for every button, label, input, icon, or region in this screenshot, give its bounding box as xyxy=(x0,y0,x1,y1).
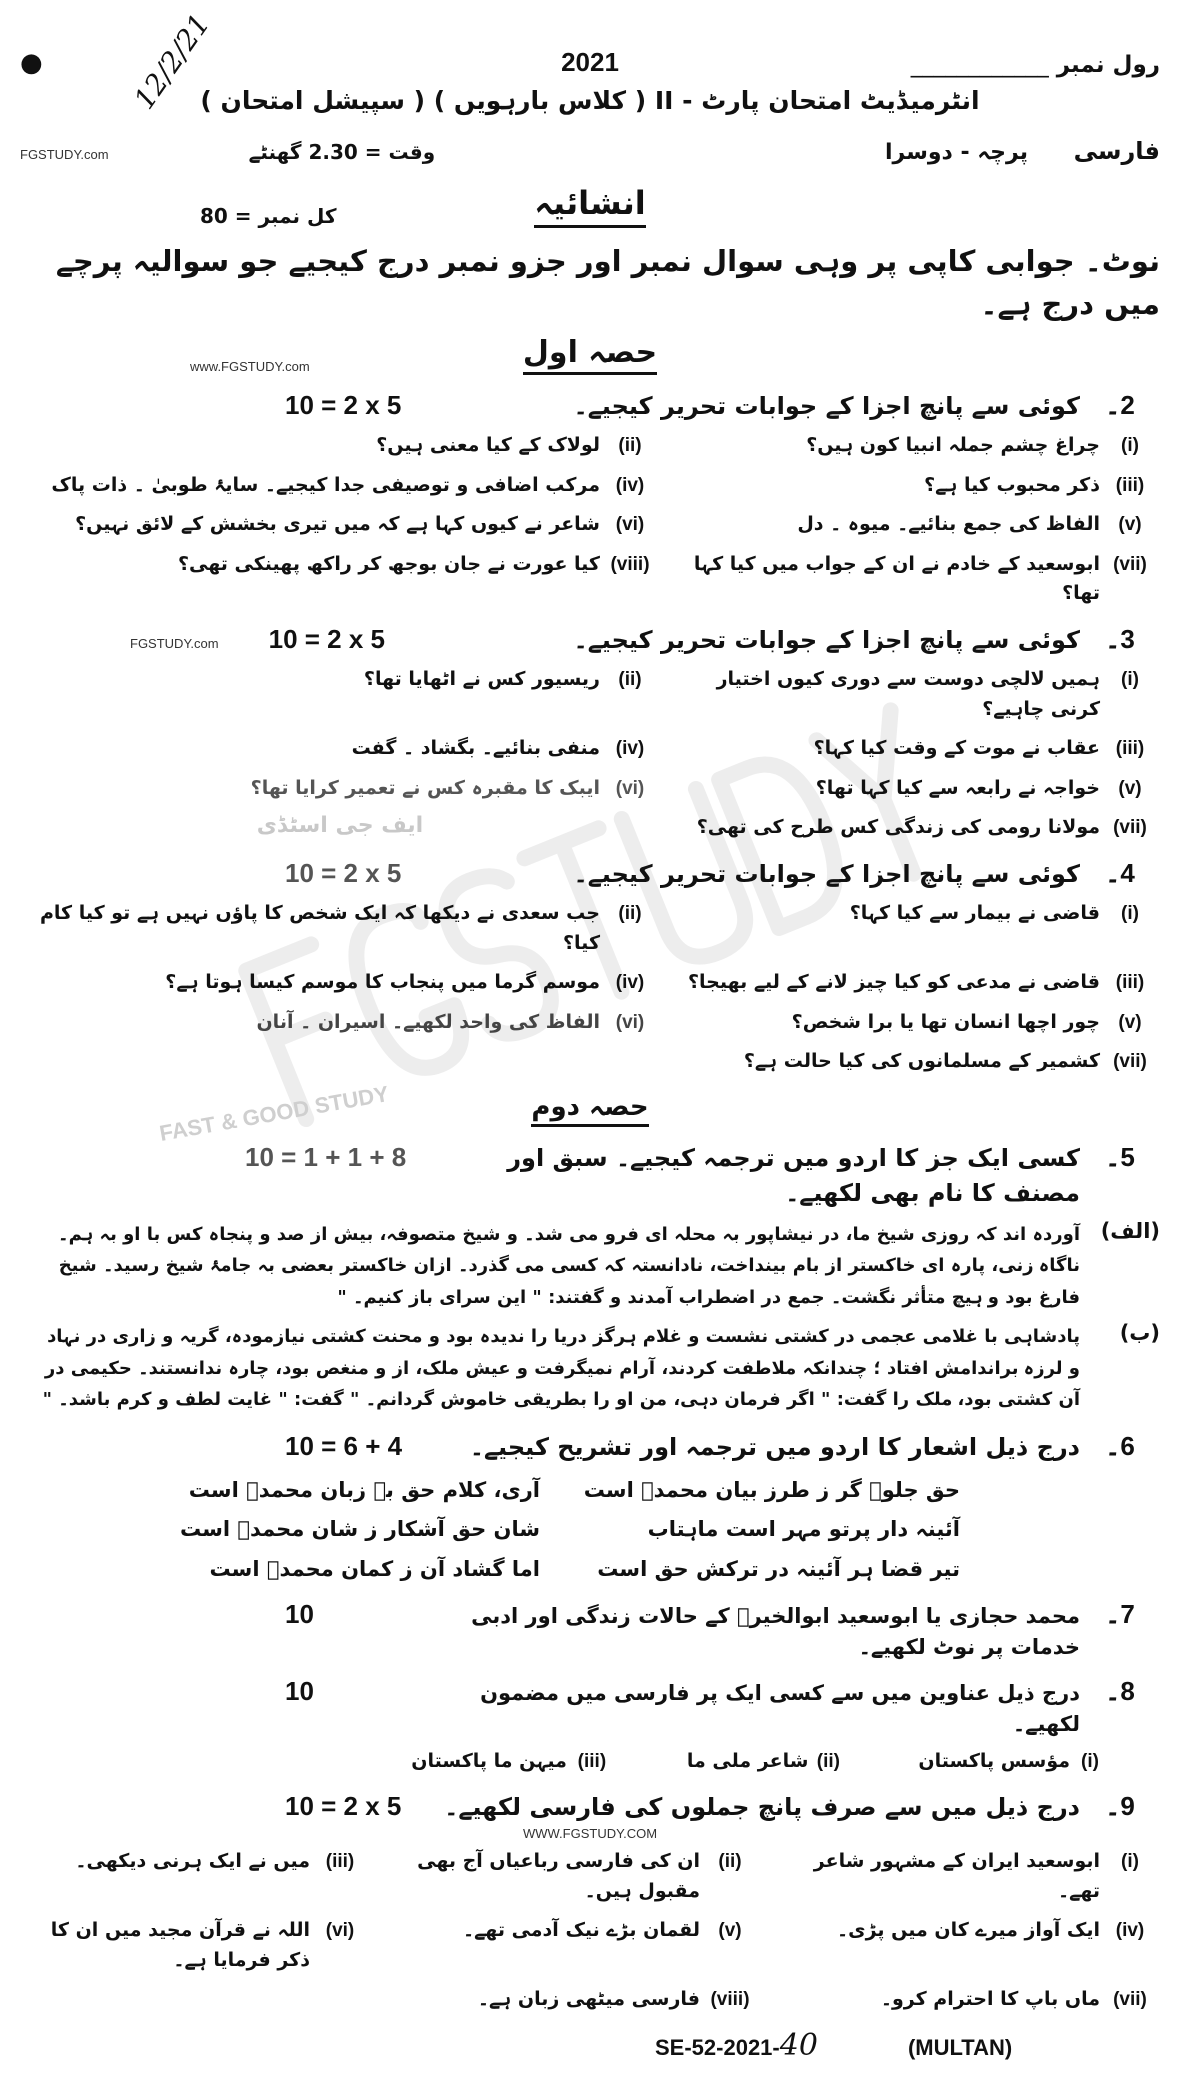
watermark-text: FGSTUDY.com xyxy=(130,635,219,651)
question-6-header xyxy=(20,1430,1160,1465)
subject-block xyxy=(885,137,1160,165)
paper-code xyxy=(655,2028,818,2063)
item-number: (i) xyxy=(1081,1750,1099,1772)
item-text: قاضی نے مدعی کو کیا چیز لانے کے لیے بھیجا؟ xyxy=(688,971,1100,994)
question-2-item xyxy=(20,431,660,460)
item-text: منفی بنائیے۔ بگشاد ۔ گفت xyxy=(351,737,600,760)
paper-type-heading: انشائیہ xyxy=(534,183,645,228)
question-prompt: درج ذیل عناوین میں سے کسی ایک پر فارسی میں مضمون لکھیے۔ xyxy=(480,1681,1080,1736)
question-4-item xyxy=(660,1047,1160,1076)
item-number: (viii) xyxy=(710,1988,750,2010)
item-text: ان کی فارسی رباعیاں آج بھی مقبول ہیں۔ xyxy=(417,1850,700,1902)
question-4-item xyxy=(20,1008,660,1037)
question-5-header xyxy=(20,1141,1160,1211)
item-number: (i) xyxy=(1121,903,1139,925)
section-1-heading-row xyxy=(20,333,1160,375)
item-text: فارسی میٹھی زبان ہے۔ xyxy=(477,1987,700,2010)
item-text: موسم گرما میں پنجاب کا موسم کیسا ہوتا ہے؟ xyxy=(165,971,600,994)
item-text: ماں باپ کا احترام کرو۔ xyxy=(880,1987,1100,2010)
watermark-cell xyxy=(20,1081,400,1147)
item-text: مولانا رومی کی زندگی کس طرح کی تھی؟ xyxy=(696,816,1100,839)
part-bay-label: (ب) xyxy=(1119,1321,1160,1346)
subject-row xyxy=(20,137,1160,165)
question-number: 9۔ xyxy=(1105,1791,1135,1822)
item-text: ذکر محبوب کیا ہے؟ xyxy=(924,473,1100,496)
item-number: (ii) xyxy=(618,669,642,691)
item-text: عقاب نے موت کے وقت کیا کہا؟ xyxy=(813,737,1100,760)
question-number: 8۔ xyxy=(1105,1676,1135,1707)
section-1-heading: حصہ اول xyxy=(523,333,657,375)
item-number: (i) xyxy=(1121,435,1139,457)
roll-number-label: رول نمبر xyxy=(1056,52,1160,78)
part-alif-label: (الف) xyxy=(1100,1218,1160,1243)
item-number: (vii) xyxy=(1113,1051,1147,1073)
question-9-item xyxy=(370,1985,760,2014)
question-4-item xyxy=(20,968,660,997)
item-text: ابوسعید کے خادم نے ان کے جواب میں کیا کہا تھا؟ xyxy=(693,552,1100,605)
item-number: (ii) xyxy=(718,1851,742,1873)
question-3-item xyxy=(20,665,660,724)
question-3-item xyxy=(660,665,1160,724)
item-number: (iv) xyxy=(615,972,645,994)
verse-first-half: تیر قضا ہر آئینہ در ترکش حق است xyxy=(597,1556,960,1581)
passage-bay-line: براندامش افتاد ؛ چندانکہ ملاطفت کردند، آرام نمیگرفت و عیش ملک، از و منغص بود، چارہ ندانستند۔ حکیمی در آن کشتی بود، xyxy=(44,1357,1080,1411)
question-9-item xyxy=(20,1847,370,1906)
question-prompt: درج ذیل اشعار کا اردو میں ترجمہ اور تشریح کیجیے۔ xyxy=(469,1432,1080,1461)
item-number: (ii) xyxy=(618,903,642,925)
passage-bay-body xyxy=(40,1321,1080,1416)
marks-cell xyxy=(20,1599,440,1630)
verse-first-half: حق جلوہ گر ز طرز بیان محمدؐ است xyxy=(583,1477,960,1502)
question-9-item xyxy=(20,1916,370,1975)
item-text: چور اچھا انسان تھا یا برا شخص؟ xyxy=(791,1010,1100,1033)
footer xyxy=(20,2028,1160,2063)
question-2-item xyxy=(660,471,1160,500)
marks-cell xyxy=(20,1676,440,1707)
total-marks-cell xyxy=(20,204,400,228)
item-number: (iii) xyxy=(1115,474,1145,496)
item-text: الفاظ کی جمع بنائیے۔ میوہ ۔ دل xyxy=(797,513,1100,536)
paper-name: پرچہ - دوسرا xyxy=(885,140,1028,165)
marks-cell xyxy=(20,1791,440,1822)
item-number: (v) xyxy=(1118,514,1142,536)
board-name: (MULTAN) xyxy=(907,2035,1013,2061)
question-9-header xyxy=(20,1790,1160,1825)
item-number: (vi) xyxy=(615,1011,645,1033)
item-number: (vi) xyxy=(615,777,645,799)
question-3-marks: 10 = 2 x 5 xyxy=(268,623,385,654)
section-2-heading: حصہ دوم xyxy=(531,1091,648,1128)
watermark-tagline: FAST & GOOD STUDY xyxy=(157,1081,391,1147)
item-number: (v) xyxy=(718,1920,742,1942)
item-number: (ii) xyxy=(618,435,642,457)
item-number: (vii) xyxy=(1113,1988,1147,2010)
question-number: 3۔ xyxy=(1105,623,1135,654)
item-number: (iii) xyxy=(577,1750,607,1772)
question-prompt: کوئی سے پانچ اجزا کے جوابات تحریر کیجیے۔ xyxy=(573,859,1080,888)
time-block xyxy=(20,140,435,164)
question-3-item xyxy=(20,734,660,763)
question-9-item xyxy=(760,1985,1160,2014)
item-number: (ii) xyxy=(816,1750,841,1772)
item-number: (i) xyxy=(1121,1851,1139,1873)
question-3-items xyxy=(20,665,1160,842)
section-2-heading-row xyxy=(20,1081,1160,1147)
item-text: ہمیں لالچی دوست سے دوری کیوں اختیار کرنی چاہیے؟ xyxy=(716,668,1100,720)
question-number: 7۔ xyxy=(1105,1599,1135,1630)
question-7-marks: 10 xyxy=(285,1599,314,1630)
question-4-item xyxy=(660,968,1160,997)
exam-title: انٹرمیڈیٹ امتحان پارٹ - II ( کلاس بارہویں ) ( سپیشل امتحان ) xyxy=(200,86,980,115)
question-2-marks: 10 = 2 x 5 xyxy=(285,389,402,420)
question-4-item xyxy=(20,899,660,958)
section-2-heading-cell xyxy=(400,1091,780,1128)
question-prompt: محمد حجازی یا ابوسعید ابوالخیرؒ کے حالات زندگی اور ادبی خدمات پر نوٹ لکھیے۔ xyxy=(471,1604,1080,1659)
question-prompt: کوئی سے پانچ اجزا کے جوابات تحریر کیجیے۔ xyxy=(573,625,1080,654)
exam-year: 2021 xyxy=(561,47,619,77)
instruction-note: نوٹ۔ جوابی کاپی پر وہی سوال نمبر اور جزو نمبر درج کیجیے جو سوالیہ پرچے میں درج ہے۔ xyxy=(55,243,1160,322)
item-number: (viii) xyxy=(610,553,650,575)
verse-second-half: شان حق آشکار ز شان محمدؐ است xyxy=(179,1517,540,1542)
question-4-items xyxy=(20,899,1160,1076)
verses xyxy=(20,1475,1160,1586)
watermark-row xyxy=(20,1825,1160,1841)
item-text: مرکب اضافی و توصیفی جدا کیجیے۔ سایۂ طوبیٰ ۔ ذات پاک xyxy=(51,473,600,496)
item-text: لقمان بڑے نیک آدمی تھے۔ xyxy=(463,1919,700,1942)
question-number: 5۔ xyxy=(1105,1142,1135,1173)
item-number: (iv) xyxy=(615,474,645,496)
question-9-item xyxy=(760,1847,1160,1906)
question-2-item xyxy=(20,471,660,500)
item-text: کیا عورت نے جان بوجھ کر راکھ پھینکی تھی؟ xyxy=(177,552,600,575)
question-9-item xyxy=(370,1916,760,1975)
handwritten-block xyxy=(20,7,400,116)
item-number: (iii) xyxy=(325,1851,355,1873)
item-text: خواجہ نے رابعہ سے کیا کہا تھا؟ xyxy=(815,776,1100,799)
marks-cell xyxy=(20,390,440,421)
passage-bay xyxy=(20,1321,1160,1416)
question-3-item xyxy=(20,774,660,803)
question-2-item xyxy=(660,510,1160,539)
marks-cell xyxy=(20,1142,440,1173)
question-5-marks: 10 = 1 + 1 + 8 xyxy=(245,1142,407,1173)
item-text: ریسیور کس نے اٹھایا تھا؟ xyxy=(363,668,600,691)
question-2-items xyxy=(20,431,1160,608)
item-number: (v) xyxy=(1118,1011,1142,1033)
question-4-header xyxy=(20,857,1160,892)
question-2-item xyxy=(20,550,660,609)
question-4-marks: 10 = 2 x 5 xyxy=(285,857,402,888)
question-2-item xyxy=(660,431,1160,460)
item-number: (iv) xyxy=(615,738,645,760)
item-number: (vi) xyxy=(325,1920,355,1942)
item-number: (v) xyxy=(1118,777,1142,799)
watermark-cell xyxy=(20,356,400,375)
essay-option xyxy=(677,1747,849,1776)
item-number: (vi) xyxy=(615,514,645,536)
question-9-items xyxy=(20,1847,1160,2014)
verse-second-half: اما گشاد آن ز کمان محمدؐ است xyxy=(209,1556,540,1581)
bullet-mark: ● xyxy=(20,48,43,78)
item-text: ایک آواز میرے کان میں پڑی۔ xyxy=(837,1919,1100,1942)
question-8-marks: 10 xyxy=(285,1676,314,1707)
watermark-text: WWW.FGSTUDY.COM xyxy=(522,1826,658,1842)
verse-first-half: آئینہ دار پرتو مہر است ماہتاب xyxy=(647,1517,960,1542)
item-number: (i) xyxy=(1121,669,1139,691)
item-number: (vii) xyxy=(1113,553,1147,575)
item-text: اللہ نے قرآن مجید میں ان کا ذکر فرمایا ہے۔ xyxy=(50,1919,310,1971)
question-8-header xyxy=(20,1676,1160,1739)
essay-option xyxy=(908,1747,1110,1776)
question-2-header xyxy=(20,389,1160,424)
item-text: کشمیر کے مسلمانوں کی کیا حالت ہے؟ xyxy=(743,1050,1100,1073)
item-text: ایبک کا مقبرہ کس نے تعمیر کرایا تھا؟ xyxy=(250,776,600,799)
paper-code-text: SE-52-2021- xyxy=(655,2035,780,2061)
total-marks: کل نمبر = 80 xyxy=(200,203,337,228)
roll-number-block xyxy=(780,52,1160,78)
marks-cell xyxy=(20,1431,440,1462)
item-text: شاعر ملی ما xyxy=(686,1749,809,1772)
question-3-item xyxy=(660,813,1160,842)
passage-bay-line: ملک را گفت: " اگر فرمان دہی، من او را بطریقی خاموش گردانم۔ " گفت: " غایت لطف و کرم باشد۔ " xyxy=(42,1389,953,1411)
question-prompt: درج ذیل میں سے صرف پانچ جملوں کی فارسی لکھیے۔ xyxy=(444,1793,1080,1822)
item-number: (iii) xyxy=(1115,972,1145,994)
watermark-text: FGSTUDY.com xyxy=(20,147,109,162)
marks-cell xyxy=(20,624,440,655)
passage-alif-line: زنی، پارہ ای خاکستر از بام بینداخت، نادانستہ کہ کسی می گذرد۔ ازان خاکستر بعضی بہ جامۂ شیخ رسید۔ شیخ فارغ بود و xyxy=(58,1255,1080,1308)
question-9-marks: 10 = 2 x 5 xyxy=(285,1791,402,1822)
question-7-header xyxy=(20,1599,1160,1662)
question-3-header xyxy=(20,623,1160,658)
essay-option xyxy=(401,1747,617,1776)
question-3-item xyxy=(660,774,1160,803)
time-allowed: وقت = 2.30 گھنٹے xyxy=(248,140,436,164)
item-text: الفاظ کی واحد لکھیے۔ اسیران ۔ آنان xyxy=(256,1010,600,1033)
passage-alif-body xyxy=(40,1219,1080,1314)
handwritten-date: 12/2/21 xyxy=(127,7,217,116)
roll-number-field[interactable]: ____________ xyxy=(910,52,1049,78)
question-9-item xyxy=(760,1916,1160,1975)
item-text: شاعر نے کیوں کہا ہے کہ میں تیری بخشش کے لائق نہیں؟ xyxy=(75,513,600,536)
year-block xyxy=(400,47,780,78)
marks-cell xyxy=(20,858,440,889)
paper-type-cell xyxy=(400,183,780,228)
passage-alif xyxy=(20,1219,1160,1314)
question-prompt: کسی ایک جز کا اردو میں ترجمہ کیجیے۔ سبق اور مصنف کا نام بھی لکھیے۔ xyxy=(507,1144,1080,1208)
item-number: (iv) xyxy=(1115,1920,1145,1942)
item-text: چراغ چشم جملہ انبیا کون ہیں؟ xyxy=(806,434,1100,457)
verse-second-half: آری، کلام حق بہ زبان محمدؐ است xyxy=(188,1477,540,1502)
question-6-marks: 10 = 6 + 4 xyxy=(285,1430,403,1461)
question-2-item xyxy=(660,550,1160,609)
item-text: قاضی نے بیمار سے کیا کہا؟ xyxy=(849,902,1100,925)
item-text: ابوسعید ایران کے مشہور شاعر تھے۔ xyxy=(813,1850,1100,1902)
question-9-item xyxy=(370,1847,760,1906)
question-prompt: کوئی سے پانچ اجزا کے جوابات تحریر کیجیے۔ xyxy=(573,391,1080,420)
paper-type-row xyxy=(20,183,1160,228)
item-number: (vii) xyxy=(1113,817,1147,839)
essay-options xyxy=(20,1747,1160,1776)
question-2-item xyxy=(20,510,660,539)
item-number: (iii) xyxy=(1115,738,1145,760)
item-text: جب سعدی نے دیکھا کہ ایک شخص کا پاؤں نہیں ہے تو کیا کام کیا؟ xyxy=(39,902,600,954)
watermark-urdu: ایف جی اسٹڈی xyxy=(256,813,424,839)
passage-bay-line: پادشاہی با غلامی عجمی در کشتی نشست و غلام ہرگز دریا را ندیدہ بود و محنت کشتی نیازمودہ، گریہ و زاری در نہاد و لرزہ xyxy=(47,1326,1080,1379)
subject-name: فارسی xyxy=(1073,137,1160,165)
item-text: میں نے ایک ہرنی دیکھی۔ xyxy=(75,1850,310,1873)
question-4-item xyxy=(660,899,1160,958)
passage-alif-line: ہیچ متأثر نگشت۔ جمع در اضطراب آمدند و گفتند: " این سرای باز کنیم۔ " xyxy=(337,1286,983,1308)
question-number: 6۔ xyxy=(1105,1430,1135,1461)
watermark-text: www.FGSTUDY.com xyxy=(190,358,310,374)
passage-alif-line: آوردہ اند کہ روزی شیخ ما، در نیشاپور بہ محلہ ای فرو می شد۔ و شیخ متصوفہ، بیش از صد و پنجاہ کس با او بہ ہم۔ ناگاہ xyxy=(58,1223,1080,1277)
item-text: میہن ما پاکستان xyxy=(411,1749,567,1772)
question-4-item xyxy=(660,1008,1160,1037)
question-number: 2۔ xyxy=(1105,389,1135,420)
handwritten-number: 40 xyxy=(779,2028,818,2064)
item-text: مؤسس پاکستان xyxy=(918,1749,1070,1772)
question-3-item xyxy=(660,734,1160,763)
section-1-heading-cell xyxy=(400,333,780,375)
item-text: لولاک کے کیا معنی ہیں؟ xyxy=(376,434,600,457)
question-number: 4۔ xyxy=(1105,857,1135,888)
